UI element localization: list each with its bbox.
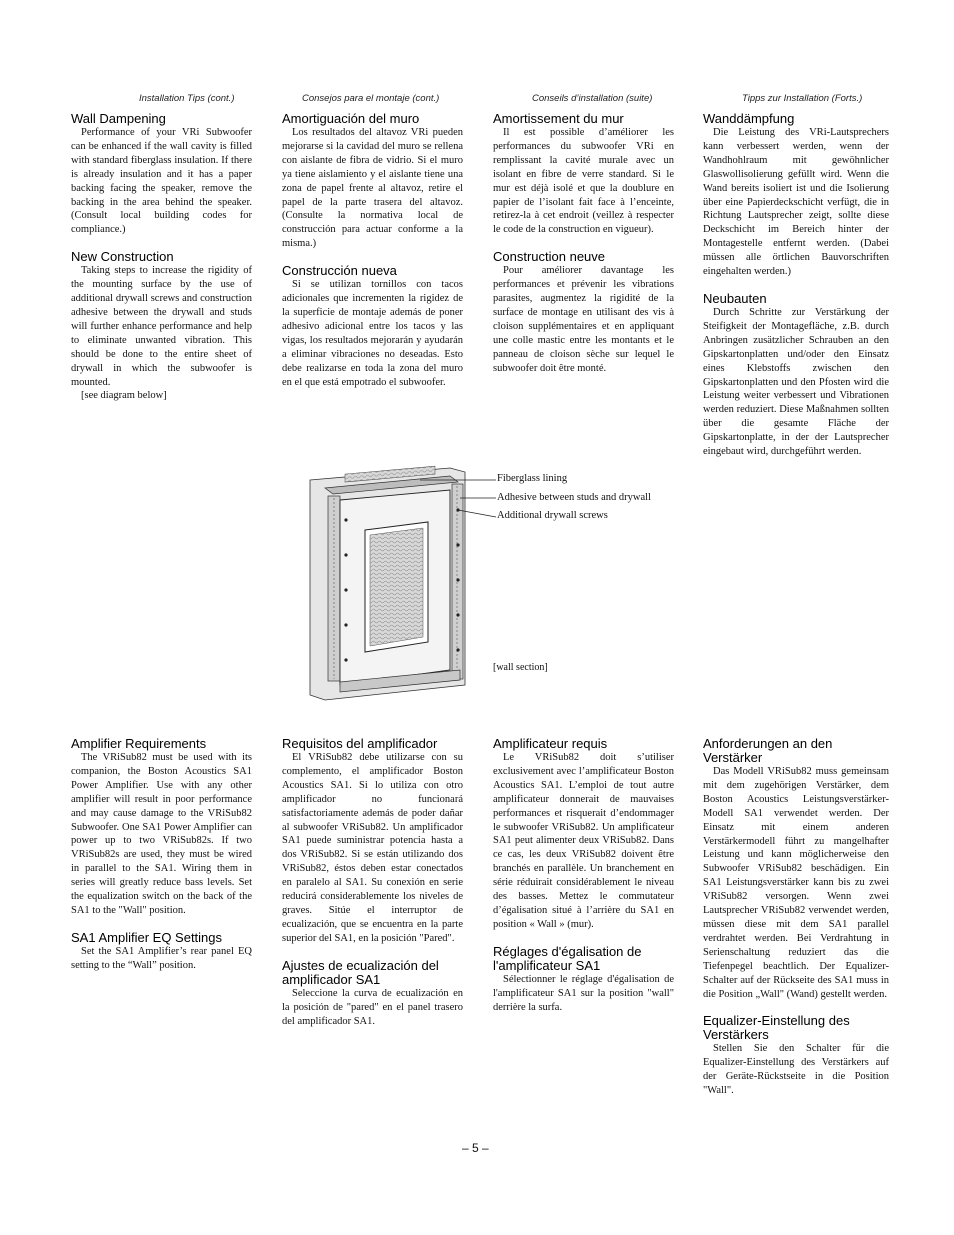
paragraph-construccion-nueva: Si se utilizan tornillos con tacos adicionales que incrementen la rigidez de la superficie de montaje además de poner adhesivo adicional entre los tacos y las vigas, los resultados mejorarán y ayudarán a eliminar vibraciones no deseadas. Esto debe realizarse en toda la zona del muro en el que está empotrado el subwoofer. [282, 279, 463, 388]
column-en-bottom [71, 737, 252, 973]
column-de-bottom [703, 737, 889, 1098]
running-header-de: Tipps zur Installation (Forts.) [742, 93, 863, 104]
column-de-top [703, 112, 889, 459]
paragraph-equalizer: Stellen Sie den Schalter für die Equalizer-Einstellung des Verstärkers auf der Geräte-Rückstseite in die Position "Wall". [703, 1043, 889, 1097]
label-fiberglass-lining: Fiberglass lining [497, 473, 568, 484]
section-title-neubauten: Neubauten [703, 290, 767, 306]
label-adhesive: Adhesive between studs and drywall [497, 492, 651, 503]
label-wall-section: [wall section] [493, 662, 548, 673]
paragraph-eq-settings: Set the SA1 Amplifier’s rear panel EQ setting to the “Wall” position. [71, 945, 252, 971]
column-en-top [71, 112, 252, 403]
section-title-construction-neuve: Construction neuve [493, 249, 606, 265]
page-number: – 5 – [462, 1141, 489, 1155]
section-title-amortiguacion: Amortiguación del muro [282, 111, 420, 126]
paragraph-reglages: Sélectionner le réglage d'égalisation de l'amplificateur SA1 sur la position "wall" derrière la surfa. [493, 973, 674, 1013]
column-es-top [282, 112, 463, 389]
section-title-wanddaempfung: Wanddämpfung [703, 111, 795, 126]
section-title-ajustes: Ajustes de ecualización del amplificador SA1 [282, 957, 439, 987]
paragraph-amplifier-requirements: The VRiSub82 must be used with its companion, the Boston Acoustics SA1 Power Amplifier. Use with any other amplifier will result in poor performance and may cause damage to the VRiSub82 Subwoofer. One SA1 Power Amplifier can power up to two VRiSub82s. If two VRiSub82s are used, they must be wired in parallel to the SA1. Wiring them in series will greatly reduce bass levels. Set the equalization switch on the back of the SA1 to the "Wall" position. [71, 752, 252, 916]
paragraph-wall-dampening: Performance of your VRi Subwoofer can be enhanced if the wall cavity is filled with standard fiberglass insulation. If there is already insulation and it has a paper backing facing the speaker, remove the backing in the area behind the speaker. (Consult local building codes for compliance.) [71, 127, 252, 236]
section-title-amortissement: Amortissement du mur [493, 111, 624, 126]
label-drywall-screws: Additional drywall screws [497, 510, 608, 521]
running-header-es: Consejos para el montaje (cont.) [302, 93, 440, 104]
paragraph-requisitos: El VRiSub82 debe utilizarse con su complemento, el amplificador Boston Acoustics SA1. Si lo utiliza con otro amplificador no funcionará satisfactoriamente además de poder dañar al subwoofer VRiSub82. Un amplificador SA1 puede suministrar potencia hasta a dos VRiSub82. Si se están utilizando dos VRiSub82, éstos deben estar conectados en paralelo al SA1. Su conexión en serie reducirá considerablemente los niveles de graves. Sitúe el interruptor de ecualización, que se encuentra en la parte superior del SA1, en la posición "Pared". [282, 752, 463, 944]
column-fr-top [493, 112, 674, 376]
paragraph-ajustes: Seleccione la curva de ecualización en la posición de "pared" en el panel trasero del amplificador SA1. [282, 987, 463, 1027]
section-title-reglages: Réglages d'égalisation de l'amplificateur SA1 [493, 943, 642, 973]
fiberglass-lining [370, 528, 423, 646]
paragraph-amortiguacion: Los resultados del altavoz VRi pueden mejorarse si la cavidad del muro se rellena con aislante de fibra de vidrio. Si el muro ya tiene aislamiento y el aislante tiene una zona de papel frente al altavoz, retire el papel de la parte trasera del altavoz. (Consulte la normativa local de construcción para actuar conforme a la misma.) [282, 127, 463, 250]
paragraph-new-construction: Taking steps to increase the rigidity of the mounting surface by the use of additional drywall screws and construction adhesive between the drywall and studs will further enhance performance and help to eliminate unwanted vibration. This should be done to the entire sheet of drywall in which the subwoofer is mounted. [71, 265, 252, 388]
paragraph-construction-neuve: Pour améliorer davantage les performances et prévenir les vibrations parasites, augmentez la rigidité de la surface de montage en utilisant des vis à cloison supplémentaires et en appliquant une colle mastic entre les montants et le panneau de cloison sèche sur lequel le subwoofer doit être monté. [493, 265, 674, 374]
paragraph-neubauten: Durch Schritte zur Verstärkung der Steifigkeit der Montagefläche, z.B. durch Anbringen zusätzlicher Schrauben an den Gipskartonplatten und/oder den Einsatz eines Klebstoffs zwischen den Gipskartonplatten und den Pfosten wird die Leistung weiter verbessert und Vibrationen werden reduziert. Diese Maßnahmen sollten über die gesamte Fläche der Gipskartonplatte, in der der Lautsprecher eingebaut wird, durchgeführt werden. [703, 306, 889, 458]
section-title-amplifier-requirements: Amplifier Requirements [71, 736, 207, 751]
section-title-wall-dampening: Wall Dampening [71, 111, 166, 126]
wall-section-diagram [300, 460, 500, 710]
section-title-requisitos: Requisitos del amplificador [282, 736, 438, 751]
section-title-new-construction: New Construction [71, 249, 174, 265]
diagram-note: [see diagram below] [81, 390, 167, 402]
section-title-equalizer: Equalizer-Einstellung des Verstärkers [703, 1013, 850, 1043]
paragraph-wanddaempfung: Die Leistung des VRi-Lautsprechers kann verbessert werden, wenn der Wandhohlraum mit gewöhnlicher Glaswollisolierung gefüllt wird. Wenn die Wand bereits isoliert ist und die Isolierung über eine Papierdeckschicht verfügt, die in Richtung Lautsprecher zeigt, sollte diese Deckschicht im Bereich hinter der Montagestelle entfernt werden. (Dabei müssen alle örtlichen Bauvorschriften eingehalten werden.) [703, 127, 889, 278]
running-header-en: Installation Tips (cont.) [139, 93, 235, 104]
column-fr-bottom [493, 737, 674, 1015]
section-title-amplificateur: Amplificateur requis [493, 736, 608, 751]
section-title-eq-settings: SA1 Amplifier EQ Settings [71, 929, 223, 945]
paragraph-amplificateur: Le VRiSub82 doit s’utiliser exclusivement avec l’amplificateur Boston Acoustics SA1. L’emploi de tout autre amplificateur donnerait de mauvaises performances et risquerait d’endommager le subwoofer VRiSub82. Un amplificateur SA1 peut alimenter deux VRiSub82. Dans ce cas, les deux VRiSub82 doivent être branchés en parallèle. Un branchement en série réduirait considérablement le niveau des basses. Mettez le commutateur d’égalisation situé à l’arrière du SA1 en position « Wall » (mur). [493, 752, 674, 930]
paragraph-amortissement: Il est possible d’améliorer les performances du subwoofer VRi en remplissant la cavité murale avec un isolant en fibre de verre standard. Si le mur est déjà isolé et que la doublure en papier de l’isolant fait face à l’enceinte, retirez-la à cet endroit (veillez à respecter le code de la construction en vigueur). [493, 127, 674, 236]
section-title-construccion-nueva: Construcción nueva [282, 263, 397, 279]
paragraph-anforderungen: Das Modell VRiSub82 muss gemeinsam mit dem zugehörigen Verstärker, dem Boston Acoustics Leistungsverstärker-Modell SA1 verwendet werden. Der Einsatz mit einem anderen Verstärkermodell führt zu mangelhafter Leistung und kann möglicherweise den Subwoofer VRiSub82 beschädigen. Ein SA1 Leistungsverstärker kann bis zu zwei VRiSub82 versorgen. Wenn zwei Lautsprecher VRiSub82 verwendet werden, müssen diese mit dem SA1 parallel verdrahtet werden. Bei Verdrahtung in Serienschaltung reduziert das die Tiefenpegel beachtlich. Der Equalizer-Schalter auf der Rückseite des SA1 muss in die Position „Wall" (Wand) gestellt werden. [703, 766, 889, 1000]
column-es-bottom [282, 737, 463, 1028]
running-header-fr: Conseils d’installation (suite) [532, 93, 653, 104]
section-title-anforderungen: Anforderungen an den Verstärker [703, 736, 833, 765]
